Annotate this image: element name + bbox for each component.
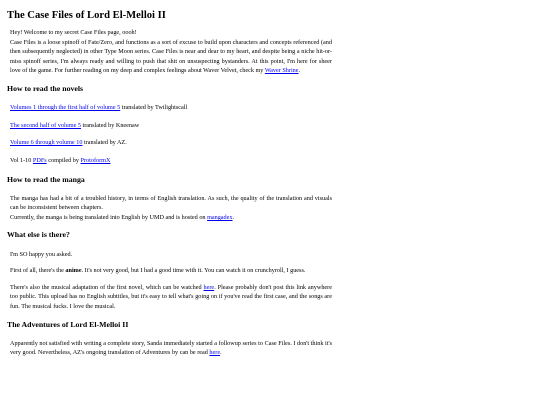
novel-item-1 xyxy=(10,103,332,113)
novel-text-1: translated by Twilightscall xyxy=(120,104,188,112)
else-p2-a: First of all, there's the xyxy=(10,267,66,275)
novel-link-2[interactable]: The second half of volume 5 xyxy=(10,121,81,129)
novel-text-3: translated by AZ. xyxy=(82,139,127,147)
else-paragraph-2 xyxy=(10,266,332,276)
intro-body xyxy=(10,38,332,76)
page-title: The Case Files of Lord El-Melloi II xyxy=(7,10,166,21)
anime-bold: anime xyxy=(65,267,82,275)
novel-link-1[interactable]: Volumes 1 through the first half of volume 5 xyxy=(10,104,121,112)
manga-paragraph-2 xyxy=(10,213,332,223)
manga-paragraph-1: The manga has had a bit of a troubled history, in terms of English translation. As such, the quality of the translation and visuals can be inconsistent between chapters. xyxy=(10,194,332,212)
novel-text-4: compiled by xyxy=(46,156,81,164)
adventures-p1-b: . xyxy=(220,349,222,357)
else-paragraph-1: I'm SO happy you asked. xyxy=(10,250,73,258)
novels-section xyxy=(7,103,533,165)
novel-text-2: translated by Kneenaw xyxy=(80,121,140,129)
else-section xyxy=(7,250,533,312)
mangadex-link[interactable]: mangadex xyxy=(207,213,233,221)
adventures-heading: The Adventures of Lord El-Melloi II xyxy=(7,319,129,329)
intro-greeting xyxy=(10,28,332,38)
intro-body-text: Case Files is a loose spinoff of Fate/Zero, and functions as a sort of excuse to build upon characters and concepts referenced (and then subsequently neglected) in other Type Moon series. Case Files is near and dear to my heart, and despite being a niche hit-or-miss spinoff series, I'm always ready and willing to push that shit on unsuspecting bystanders. At this point, I'm here for sheer love of the game. For further reading on my deep and complex feelings about Waver Velvet, check my xyxy=(10,38,332,75)
intro-section xyxy=(7,28,533,76)
manga-section xyxy=(7,194,533,223)
else-heading: What else is there? xyxy=(7,230,70,240)
else-p3-b: . Please probably don't post this link anywhere too public. This upload has no English subtitles, but it's easy to tell what's going on if you've read the first case, and the songs are fun. The musical fucks. I love the musical. xyxy=(10,283,332,310)
musical-link[interactable]: here xyxy=(203,283,215,291)
novels-heading: How to read the novels xyxy=(7,84,84,94)
novel-item-3 xyxy=(10,138,332,148)
novel-item-2 xyxy=(10,121,332,131)
pdfs-link[interactable]: PDFs xyxy=(32,156,47,164)
waver-shrine-link[interactable]: Waver Shrine xyxy=(264,67,299,75)
intro-body-end: . xyxy=(298,67,301,75)
adventures-paragraph xyxy=(10,339,332,358)
protoformx-link[interactable]: ProtoformX xyxy=(80,156,111,164)
novel-link-3[interactable]: Volume 6 through volume 10 xyxy=(10,139,83,147)
intro-greeting-text: Hey! Welcome to my secret Case Files page, oooh! xyxy=(10,29,137,36)
adventures-section xyxy=(7,339,533,358)
manga-heading: How to read the manga xyxy=(7,174,85,184)
else-paragraph-3 xyxy=(10,283,332,312)
novel-prefix-4: Vol 1-10 xyxy=(10,156,33,164)
else-p3-a: There's also the musical adaptation of the first novel, which can be watched xyxy=(10,283,204,291)
manga-p2-text: Currently, the manga is being translated into English by UMD and is hosted on xyxy=(10,213,208,221)
else-p2-b: . It's not very good, but I had a good time with it. You can watch it on crunchyroll, I guess. xyxy=(81,267,306,275)
adventures-link[interactable]: here xyxy=(209,349,221,357)
adventures-p1-a: Apparently not satisfied with writing a complete story, Sanda immediately started a followup series to Case Files. I don't think it's very good. Nevertheless, AZ's ongoing translation of Adventures by can be read xyxy=(10,339,332,357)
novel-item-4 xyxy=(10,156,332,166)
manga-p2-end: . xyxy=(232,213,235,221)
